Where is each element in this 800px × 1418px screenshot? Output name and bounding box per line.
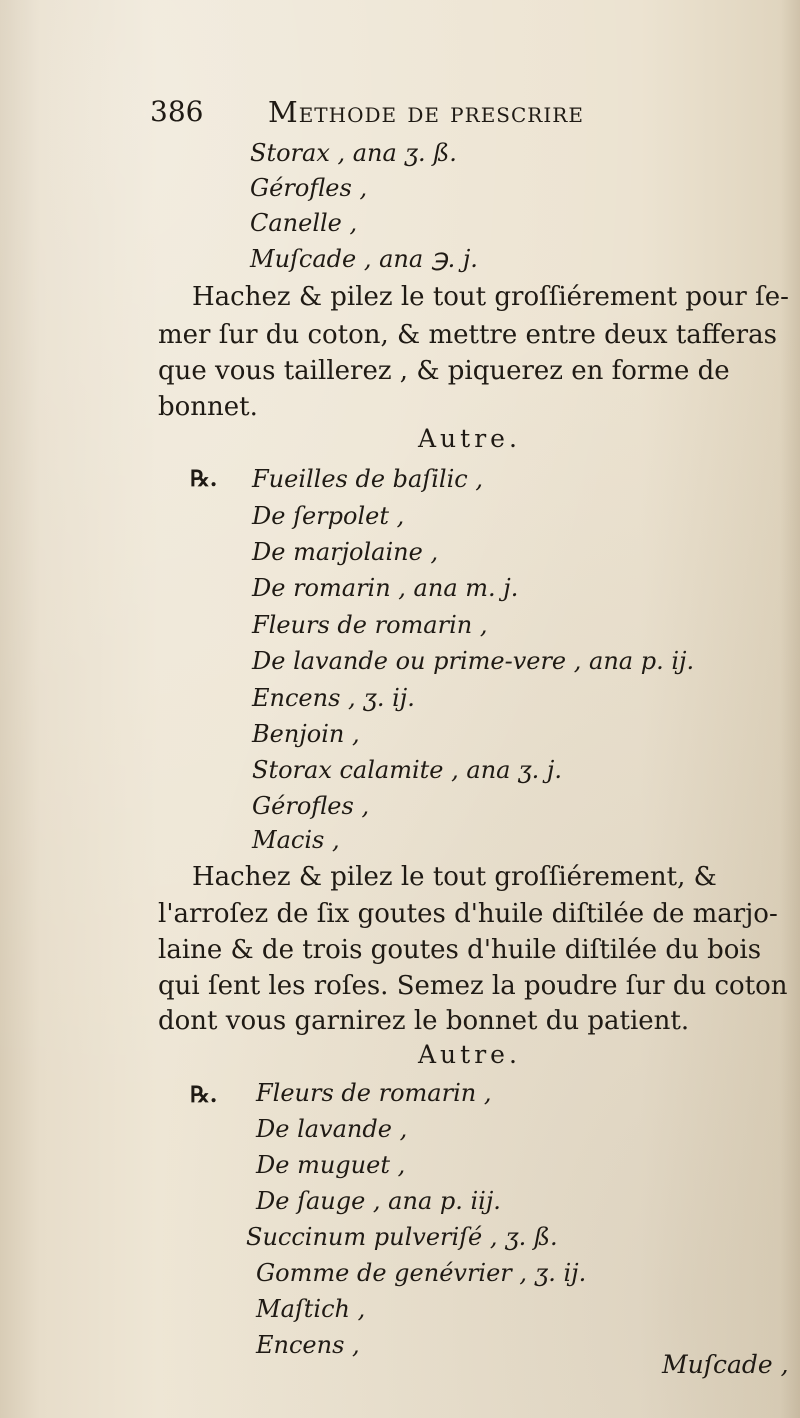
paragraph-line: qui ſent les roſes. Semez la poudre ſur du coton: [158, 971, 788, 1001]
ingredient-line: Fleurs de romarin ,: [256, 1079, 492, 1107]
paragraph-line: l'arroſez de ſix goutes d'huile diſtilée de marjo-: [158, 899, 778, 929]
ingredient-line: De romarin , ana m. j.: [252, 574, 519, 602]
catchword: Muſcade ,: [662, 1350, 789, 1379]
ingredient-line: Muſcade , ana ℈. j.: [250, 245, 478, 273]
ingredient-line: De muguet ,: [256, 1151, 406, 1179]
paragraph-line: mer ſur du coton, & mettre entre deux tafferas: [158, 320, 777, 350]
ingredient-line: Macis ,: [252, 826, 340, 854]
ingredient-line: De lavande ou prime-vere , ana p. ij.: [252, 647, 695, 675]
ingredient-line: Canelle ,: [250, 209, 358, 237]
paragraph-line: bonnet.: [158, 392, 258, 422]
ingredient-line: Gomme de genévrier , ʒ. ij.: [256, 1259, 587, 1287]
paragraph-line: Hachez & pilez le tout groſſiérement pour ſe-: [192, 282, 789, 312]
recipe-symbol: ℞.: [190, 1082, 218, 1108]
ingredient-line: De ſerpolet ,: [252, 502, 405, 530]
recipe-symbol: ℞.: [190, 466, 218, 492]
ingredient-line: Encens , ʒ. ij.: [252, 684, 415, 712]
section-title: Autre.: [418, 1040, 521, 1069]
ingredient-line: De ſauge , ana p. iij.: [256, 1187, 501, 1215]
section-title: Autre.: [418, 424, 521, 453]
ingredient-line: Encens ,: [256, 1331, 360, 1359]
running-title: Methode de prescrire: [268, 95, 584, 129]
ingredient-line: Storax , ana ʒ. ß.: [250, 139, 457, 167]
ingredient-line: Gérofles ,: [250, 174, 368, 202]
paragraph-line: laine & de trois goutes d'huile diſtilée du bois: [158, 935, 762, 965]
ingredient-line: Storax calamite , ana ʒ. j.: [252, 756, 562, 784]
ingredient-line: Gérofles ,: [252, 792, 370, 820]
page-header: [150, 92, 710, 132]
ingredient-line: De lavande ,: [256, 1115, 408, 1143]
ingredient-line: Fueilles de baſilic ,: [252, 465, 483, 493]
ingredient-line: Succinum pulveriſé , ʒ. ß.: [246, 1223, 558, 1251]
page-number: 386: [150, 95, 204, 128]
ingredient-line: De marjolaine ,: [252, 538, 439, 566]
paragraph-line: dont vous garnirez le bonnet du patient.: [158, 1006, 690, 1036]
ingredient-line: Benjoin ,: [252, 720, 360, 748]
paragraph-line: Hachez & pilez le tout groſſiérement, &: [192, 862, 717, 892]
ingredient-line: Maſtich ,: [256, 1295, 366, 1323]
paragraph-line: que vous taillerez , & piquerez en forme de: [158, 356, 730, 386]
ingredient-line: Fleurs de romarin ,: [252, 611, 488, 639]
